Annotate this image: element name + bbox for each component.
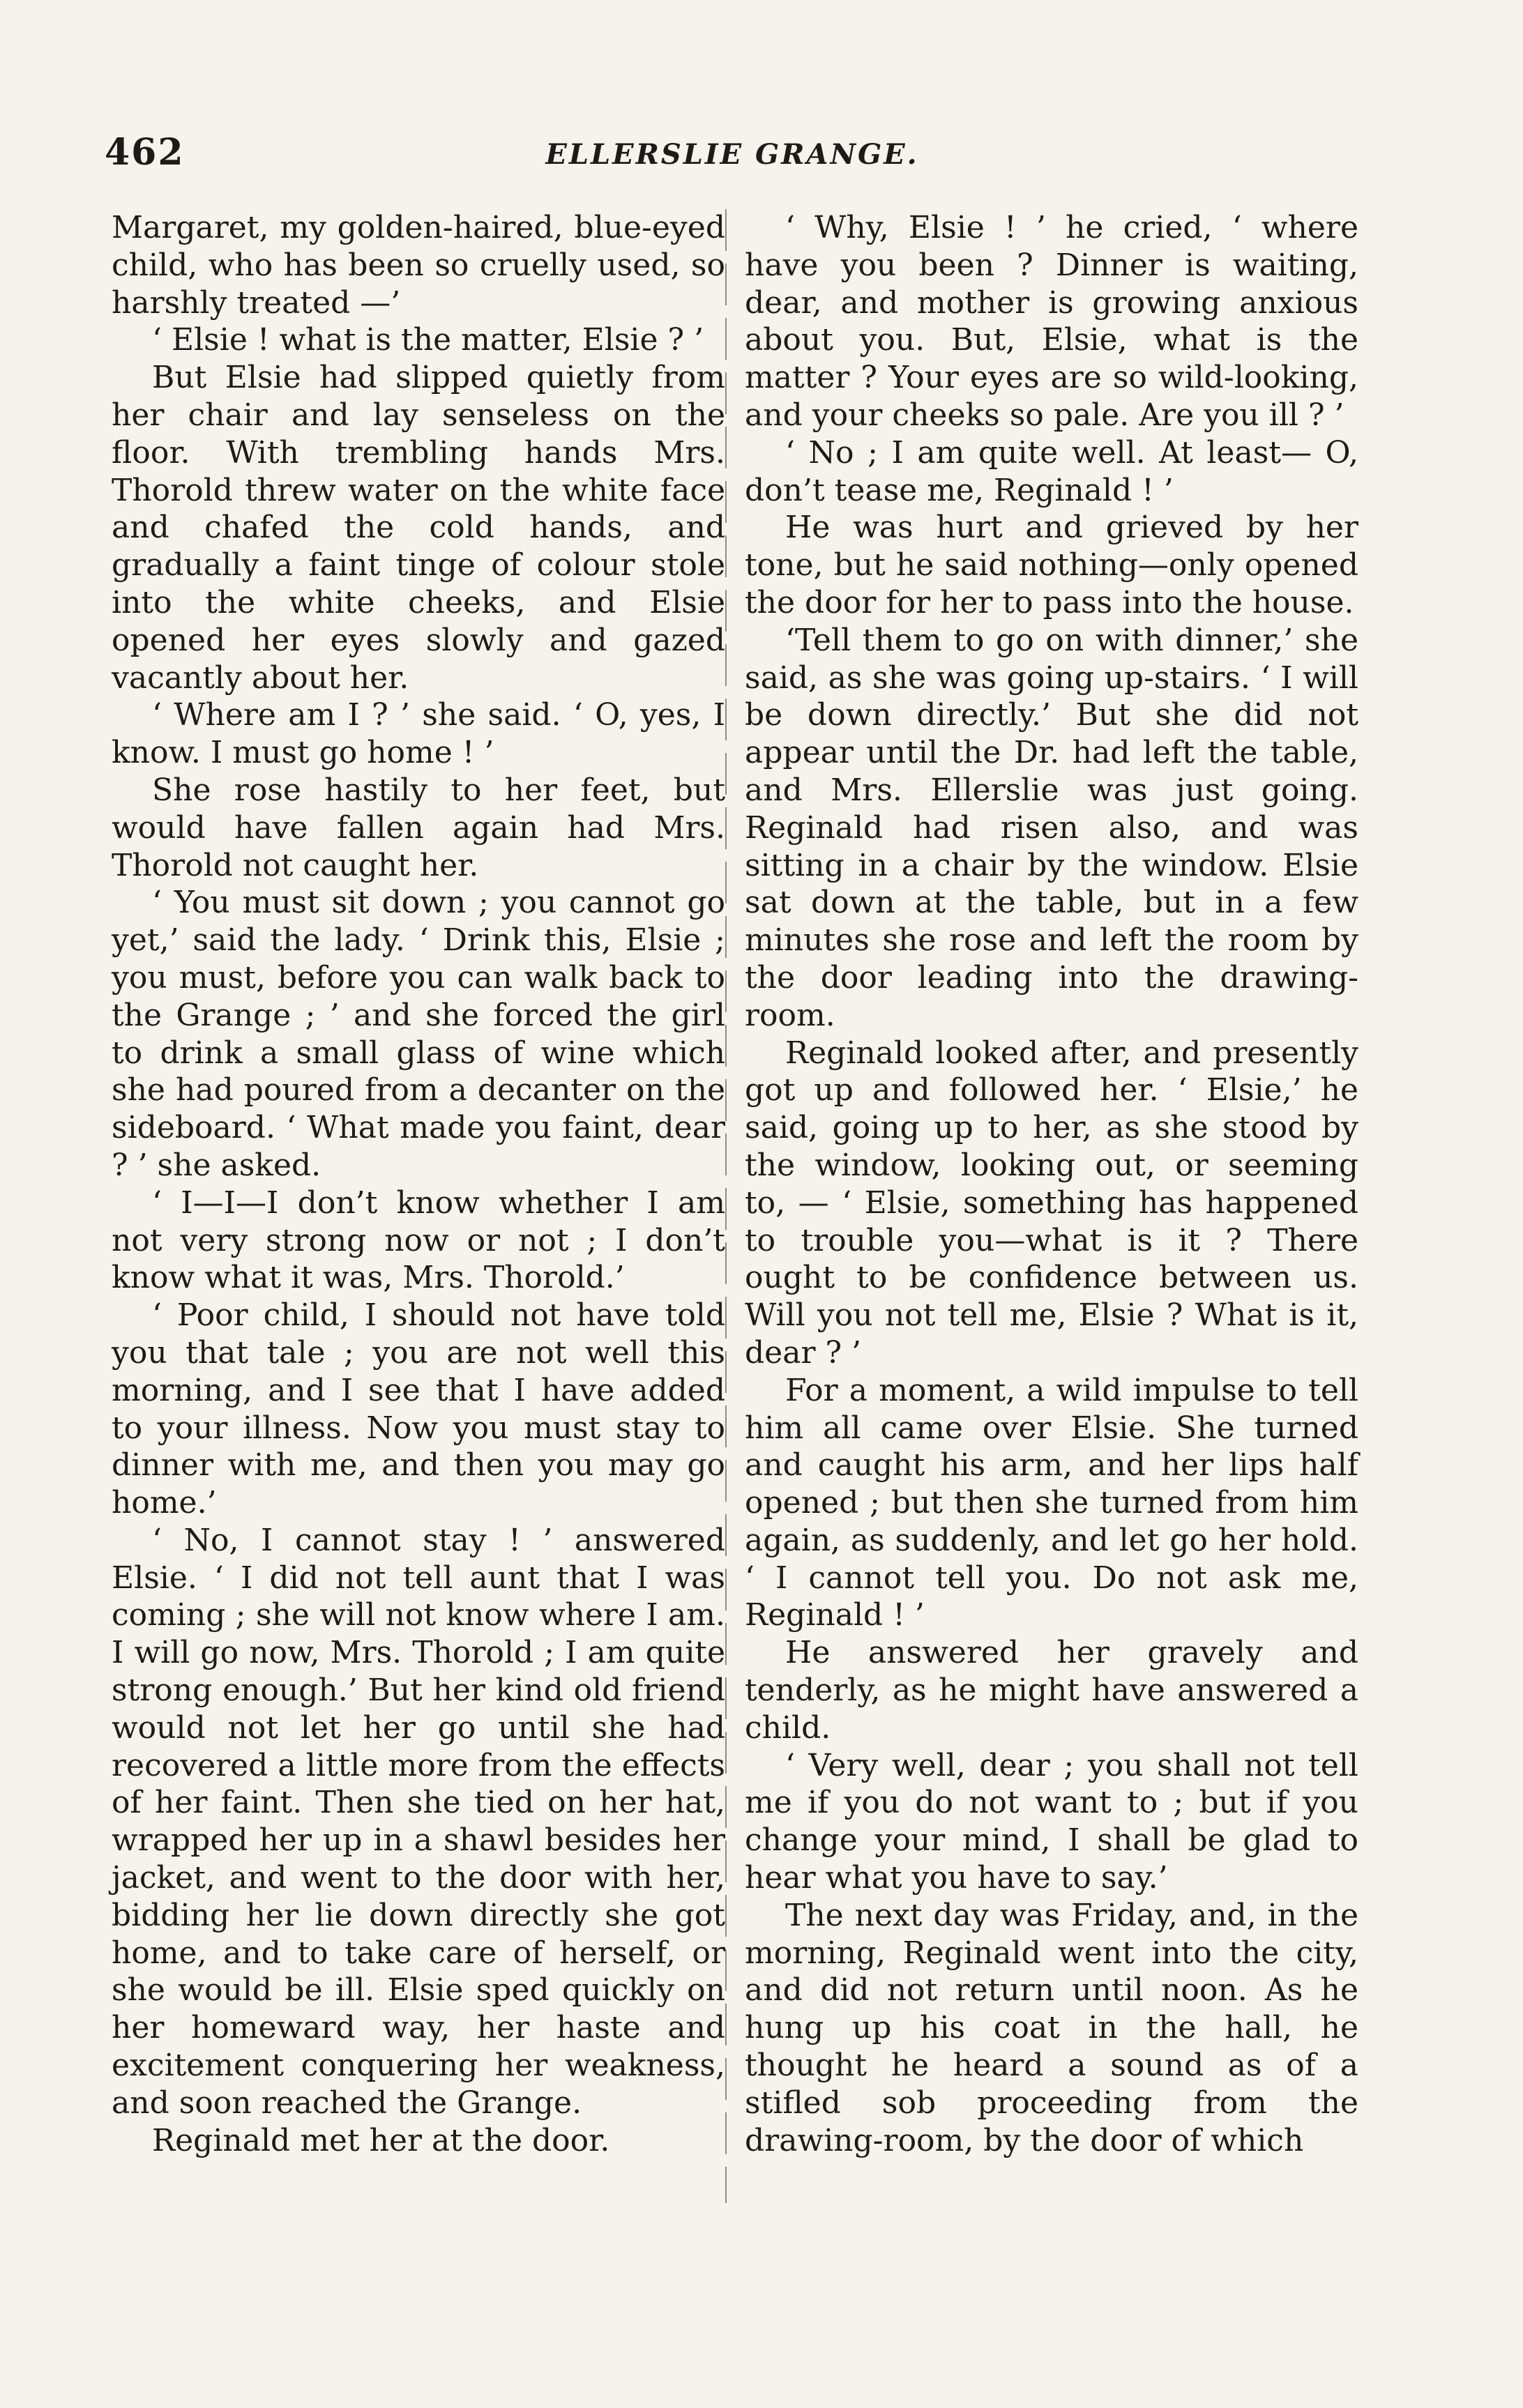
paragraph: ‘ No, I cannot stay ! ’ answered Elsie. ‘ I did not tell aunt that I was coming ; she will not know where I am. I will go now, Mrs. Thorold ; I am quite strong enough.’ But her kind old friend would not let her go until she had recovered a little more from the effects of her faint. Then she tied on her hat, wrapped her up in a shawl besides her jacket, and went to the door with her, bidding her lie down directly she got home, and to take care of herself, or she would be ill. Elsie sped quickly on her homeward way, her haste and excitement conquering her weakness, and soon reached the Grange.	[112, 1522, 725, 2121]
paragraph: But Elsie had slipped quietly from her chair and lay senseless on the floor. With trembling hands Mrs. Thorold threw water on the white face and chafed the cold hands, and gradually a faint tinge of colour stole into the white cheeks, and Elsie opened her eyes slowly and gazed vacantly about her.	[112, 360, 725, 696]
paragraph: ‘ You must sit down ; you cannot go yet,’ said the lady. ‘ Drink this, Elsie ; you must, before you can walk back to the Grange ; ’ and she forced the girl to drink a small glass of wine which she had poured from a decanter on the sideboard. ‘ What made you faint, dear ? ’ she asked.	[112, 885, 725, 1183]
paragraph: ‘ Poor child, I should not have told you that tale ; you are not well this morning, and I see that I have added to your illness. Now you must stay to dinner with me, and then you may go home.’	[112, 1297, 725, 1521]
paragraph: He was hurt and grieved by her tone, but he said nothing—only opened the door for her to pass into the house.	[745, 510, 1358, 620]
page-header	[105, 131, 1360, 187]
paragraph: ‘ Where am I ? ’ she said. ‘ O, yes, I know. I must go home ! ’	[112, 697, 725, 771]
page-number: 462	[105, 131, 185, 174]
paragraph: ‘Tell them to go on with dinner,’ she said, as she was going up-stairs. ‘ I will be down directly.’ But she did not appear until the Dr. had left the table, and Mrs. Ellerslie was just going. Reginald had risen also, and was sitting in a chair by the window. Elsie sat down at the table, but in a few minutes she rose and left the room by the door leading into the drawing-room.	[745, 622, 1358, 1033]
left-column	[112, 209, 725, 2159]
paragraph: He answered her gravely and tenderly, as he might have answered a child.	[745, 1635, 1358, 1746]
paragraph: The next day was Friday, and, in the morning, Reginald went into the city, and did not return until noon. As he hung up his coat in the hall, he thought he heard a sound as of a stifled sob proceeding from the drawing-room, by the door of which	[745, 1897, 1358, 2158]
paragraph: Margaret, my golden-haired, blue-eyed child, who has been so cruelly used, so harshly treated —’	[112, 210, 725, 321]
paragraph: ‘ No ; I am quite well. At least— O, don’t tease me, Reginald ! ’	[745, 434, 1358, 508]
paragraph: ‘ Very well, dear ; you shall not tell me if you do not want to ; but if you change your mind, I shall be glad to hear what you have to say.’	[745, 1747, 1358, 1896]
paragraph: Reginald met her at the door.	[152, 2122, 610, 2158]
paragraph: ‘ Elsie ! what is the matter, Elsie ? ’	[152, 322, 704, 358]
paragraph: Reginald looked after, and presently got up and followed her. ‘ Elsie,’ he said, going up to her, as she stood by the window, looking out, or seeming to, — ‘ Elsie, something has happened to trouble you—what is it ? There ought to be confidence between us. Will you not tell me, Elsie ? What is it, dear ? ’	[745, 1035, 1358, 1371]
paragraph: ‘ I—I—I don’t know whether I am not very strong now or not ; I don’t know what it was, Mrs. Thorold.’	[112, 1184, 725, 1296]
paragraph: For a moment, a wild impulse to tell him all came over Elsie. She turned and caught his arm, and her lips half opened ; but then she turned from him again, as suddenly, and let go her hold. ‘ I cannot tell you. Do not ask me, Reginald ! ’	[745, 1372, 1358, 1633]
right-column	[745, 209, 1358, 2159]
column-divider	[725, 209, 727, 2203]
running-title: ELLERSLIE GRANGE.	[545, 138, 919, 171]
paragraph: She rose hastily to her feet, but would have fallen again had Mrs. Thorold not caught her.	[112, 772, 725, 883]
paragraph: ‘ Why, Elsie ! ’ he cried, ‘ where have you been ? Dinner is waiting, dear, and mother is growing anxious about you. But, Elsie, what is the matter ? Your eyes are so wild-looking, and your cheeks so pale. Are you ill ? ’	[745, 210, 1358, 433]
